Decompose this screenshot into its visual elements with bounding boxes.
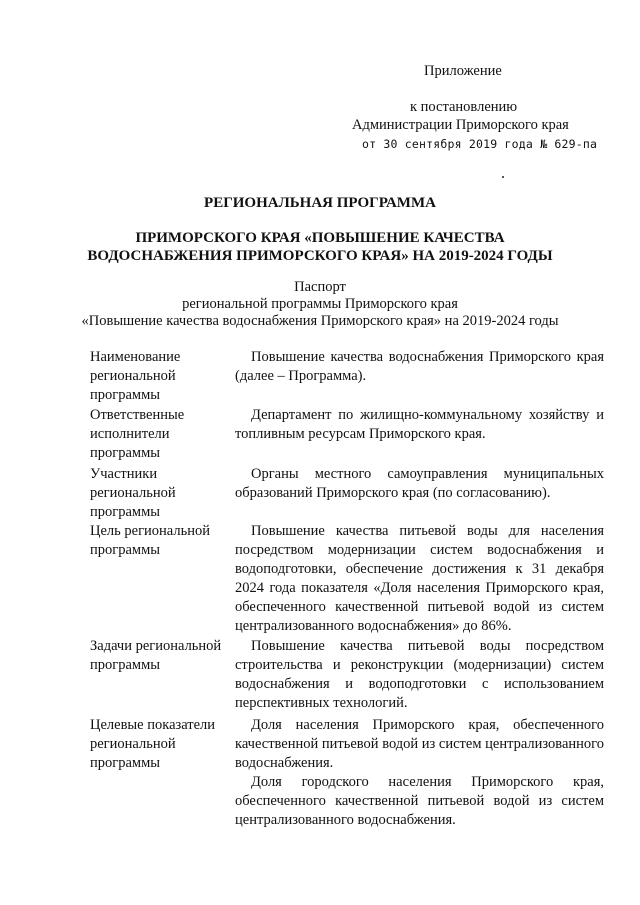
row-value bbox=[235, 465, 604, 503]
passport-title: Паспорт bbox=[294, 279, 346, 295]
row-paragraph: Повышение качества питьевой воды для населения посредством модернизации систем водоснабжения и водоподготовки, обеспечение достижения к 31 декабря 2024 года показателя «Доля населения Приморского края, обеспеченного качественной питьевой водой из систем централизованного водоснабжения» до 86%. bbox=[235, 523, 604, 634]
appendix-date-number: от 30 сентября 2019 года № 629-па bbox=[362, 137, 598, 151]
row-label: Участники региональной программы bbox=[90, 466, 176, 520]
row-value bbox=[235, 406, 604, 444]
program-title-line-2: ВОДОСНАБЖЕНИЯ ПРИМОРСКОГО КРАЯ» НА 2019-2024 ГОДЫ bbox=[87, 248, 553, 264]
row-label: Задачи региональной программы bbox=[90, 638, 222, 673]
row-paragraph: Департамент по жилищно-коммунальному хозяйству и топливным ресурсам Приморского края. bbox=[235, 407, 604, 442]
scan-speck bbox=[502, 176, 504, 178]
row-paragraph: Органы местного самоуправления муниципальных образований Приморского края (по согласованию). bbox=[235, 466, 604, 501]
program-title-line-1: ПРИМОРСКОГО КРАЯ «ПОВЫШЕНИЕ КАЧЕСТВА bbox=[135, 230, 505, 246]
row-paragraph: Повышение качества водоснабжения Приморского края (далее – Программа). bbox=[235, 349, 604, 384]
row-value bbox=[235, 348, 604, 386]
row-label: Цель региональной программы bbox=[90, 523, 210, 558]
row-label: Целевые показатели региональной программы bbox=[90, 717, 216, 771]
appendix-authority: Администрации Приморского края bbox=[352, 117, 569, 133]
passport-subtitle: региональной программы Приморского края bbox=[182, 296, 458, 312]
row-value bbox=[235, 716, 604, 830]
program-title bbox=[0, 229, 640, 265]
row-value bbox=[235, 637, 604, 713]
program-heading: РЕГИОНАЛЬНАЯ ПРОГРАММА bbox=[204, 195, 436, 211]
passport-heading bbox=[0, 279, 640, 330]
row-value bbox=[235, 522, 604, 636]
passport-program-name: «Повышение качества водоснабжения Приморского края» на 2019-2024 годы bbox=[81, 313, 559, 329]
row-label: Ответственные исполнители программы bbox=[90, 407, 185, 461]
row-paragraph: Повышение качества питьевой воды посредством строительства и реконструкции (модернизации) систем водоснабжения и водоподготовки с использованием перспективных технологий. bbox=[235, 638, 604, 711]
appendix-title: Приложение bbox=[424, 63, 502, 79]
row-label: Наименование региональной программы bbox=[90, 349, 181, 403]
row-paragraph: Доля городского населения Приморского края, обеспеченного качественной питьевой водой из систем централизованного водоснабжения. bbox=[235, 774, 604, 828]
appendix-resolution: к постановлению bbox=[410, 99, 518, 115]
row-paragraph: Доля населения Приморского края, обеспеченного качественной питьевой водой из систем централизованного водоснабжения. bbox=[235, 717, 604, 771]
